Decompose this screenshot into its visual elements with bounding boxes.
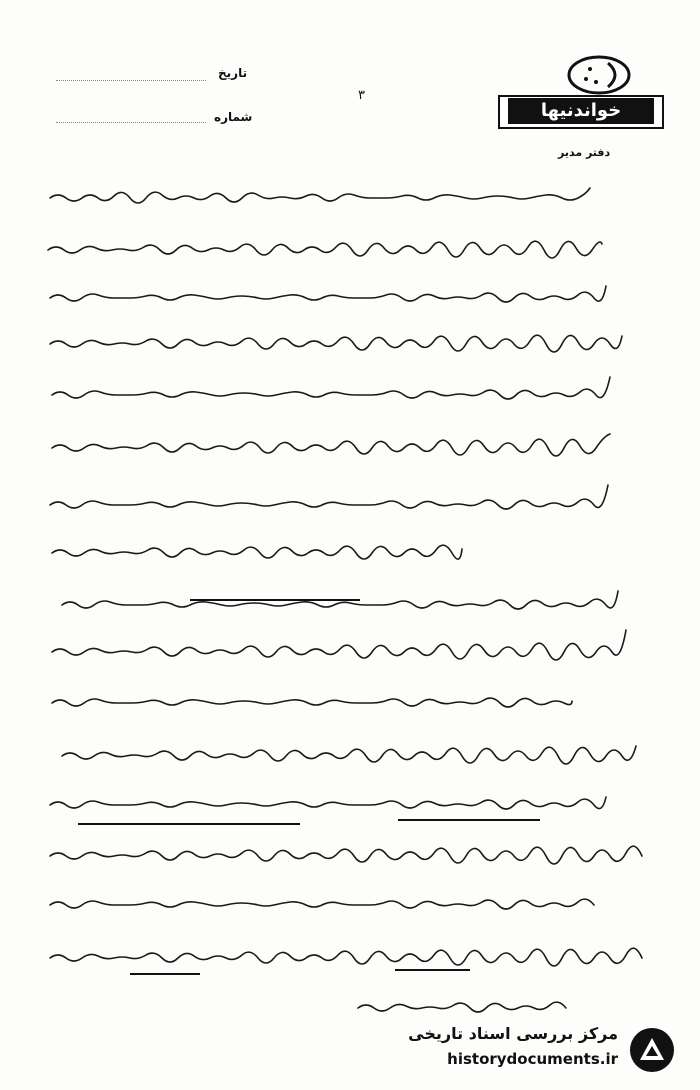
watermark	[378, 1022, 678, 1078]
logo-text: خواندنیها	[508, 98, 654, 124]
handwriting-line	[50, 485, 608, 509]
handwriting-line	[50, 335, 622, 352]
page-number: ۳	[358, 88, 365, 103]
handwriting-line	[50, 188, 590, 203]
date-label: تاریخ	[218, 66, 248, 80]
handwriting-line	[52, 545, 462, 559]
handwriting-line	[52, 630, 626, 660]
number-label: شماره	[214, 110, 253, 124]
handwriting-line	[50, 846, 642, 864]
handwriting-line	[50, 286, 606, 302]
handwriting-line	[50, 797, 606, 809]
handwriting-line	[52, 434, 610, 456]
watermark-title: مرکز بررسی اسناد تاریخی	[408, 1024, 618, 1043]
handwriting-line	[48, 241, 602, 258]
handwriting-line	[50, 948, 642, 966]
handwriting-line	[62, 746, 636, 764]
handwriting-line	[52, 698, 572, 707]
handwriting-line	[358, 1002, 566, 1012]
handwriting-line	[50, 899, 594, 909]
handwriting-line	[52, 377, 610, 399]
archive-logo-icon	[626, 1026, 678, 1074]
watermark-url: historydocuments.ir	[447, 1050, 618, 1068]
office-label: دفتر مدیر	[558, 146, 611, 159]
